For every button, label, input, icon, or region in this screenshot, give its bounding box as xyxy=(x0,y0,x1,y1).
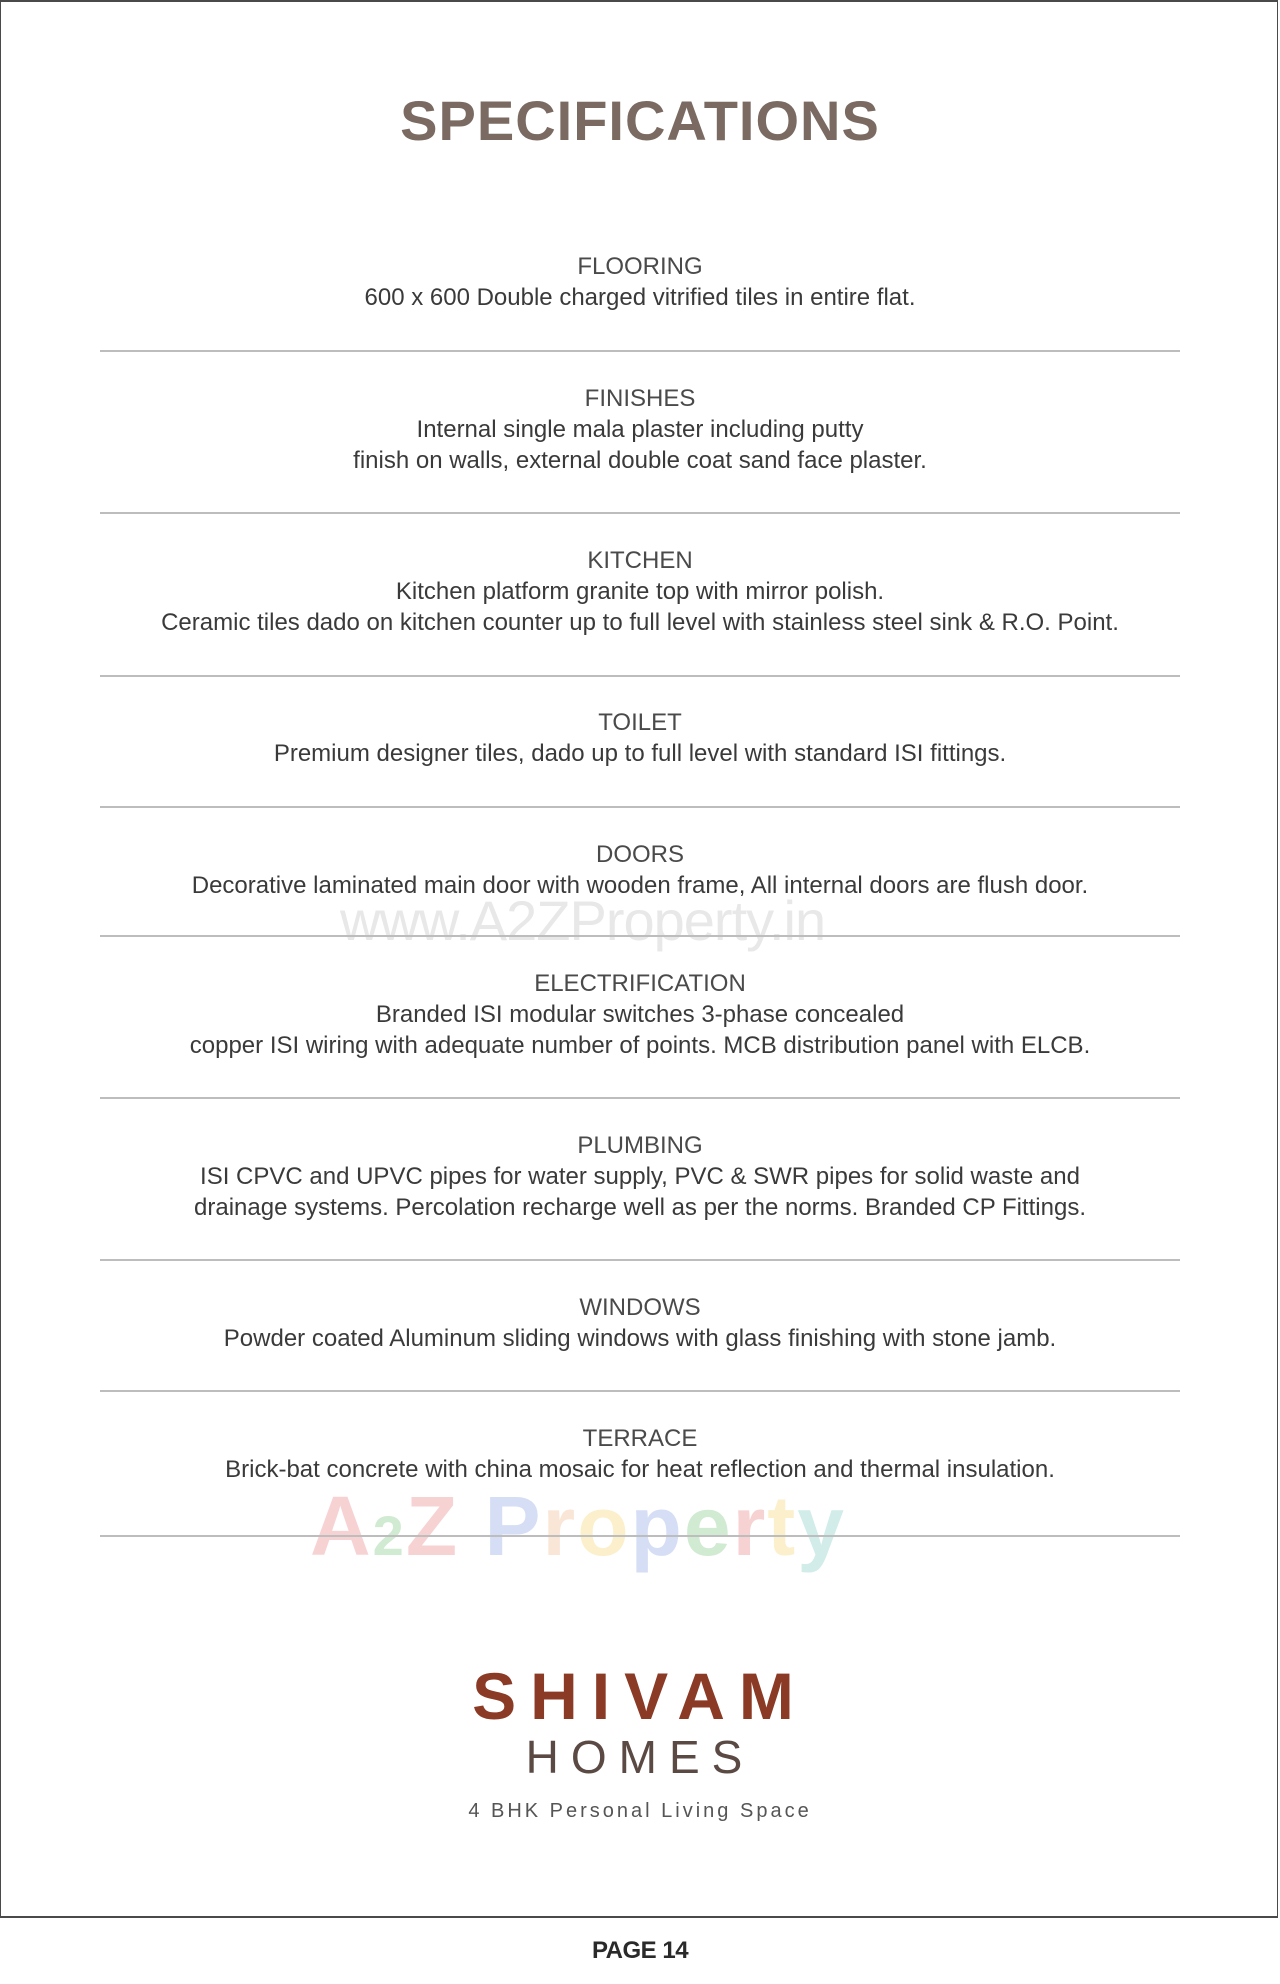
separator xyxy=(100,1535,1180,1537)
spec-section-doors xyxy=(100,839,1180,901)
spec-section-flooring xyxy=(100,251,1180,313)
spec-section-toilet xyxy=(100,707,1180,769)
spec-line: Powder coated Aluminum sliding windows with glass finishing with stone jamb. xyxy=(223,1325,1057,1352)
separator xyxy=(100,675,1180,677)
separator xyxy=(100,1259,1180,1261)
brand-tagline: 4 BHK Personal Living Space xyxy=(468,1800,812,1822)
spec-section-terrace xyxy=(100,1423,1180,1485)
spec-heading: KITCHEN xyxy=(587,547,693,574)
spec-line: drainage systems. Percolation recharge well as per the norms. Branded CP Fittings. xyxy=(194,1194,1086,1221)
brand-logo-sub: HOMES xyxy=(525,1731,755,1783)
spec-heading: TOILET xyxy=(598,709,682,736)
spec-heading: FINISHES xyxy=(584,385,696,412)
spec-line: Internal single mala plaster including putty xyxy=(416,416,864,443)
spec-line: copper ISI wiring with adequate number of points. MCB distribution panel with ELCB. xyxy=(189,1032,1091,1059)
spec-line: 600 x 600 Double charged vitrified tiles in entire flat. xyxy=(364,284,916,311)
spec-line: ISI CPVC and UPVC pipes for water supply, PVC & SWR pipes for solid waste and xyxy=(200,1163,1080,1190)
spec-line: Premium designer tiles, dado up to full level with standard ISI fittings. xyxy=(273,740,1007,767)
page-title: SPECIFICATIONS xyxy=(400,89,880,152)
spec-heading: PLUMBING xyxy=(577,1132,703,1159)
separator xyxy=(100,512,1180,514)
spec-section-electrification xyxy=(100,968,1180,1061)
spec-heading: WINDOWS xyxy=(579,1294,701,1321)
spec-line: Brick-bat concrete with china mosaic for heat reflection and thermal insulation. xyxy=(225,1456,1055,1483)
watermark-url: www.A2ZProperty.in xyxy=(340,889,826,952)
spec-line: Branded ISI modular switches 3-phase concealed xyxy=(375,1001,905,1028)
separator xyxy=(100,1390,1180,1392)
spec-section-windows xyxy=(100,1292,1180,1354)
separator xyxy=(100,1097,1180,1099)
spec-section-finishes xyxy=(100,383,1180,476)
spec-heading: TERRACE xyxy=(582,1425,698,1452)
spec-line: finish on walls, external double coat sand face plaster. xyxy=(353,447,927,474)
spec-heading: DOORS xyxy=(595,841,684,868)
spec-heading: ELECTRIFICATION xyxy=(534,970,746,997)
spec-heading: FLOORING xyxy=(577,253,703,280)
spec-line: Ceramic tiles dado on kitchen counter up to full level with stainless steel sink & R.O. Point. xyxy=(161,609,1119,636)
separator xyxy=(100,806,1180,808)
spec-section-plumbing xyxy=(100,1130,1180,1223)
page-number: PAGE 14 xyxy=(591,1937,689,1964)
brand-logo-name: SHIVAM xyxy=(472,1659,808,1733)
spec-line: Kitchen platform granite top with mirror polish. xyxy=(395,578,885,605)
watermark-logo: A2Z Property xyxy=(310,1479,846,1573)
spec-section-kitchen xyxy=(100,545,1180,638)
separator xyxy=(100,935,1180,937)
spec-line: Decorative laminated main door with wooden frame, All internal doors are flush door. xyxy=(191,872,1089,899)
separator xyxy=(100,350,1180,352)
